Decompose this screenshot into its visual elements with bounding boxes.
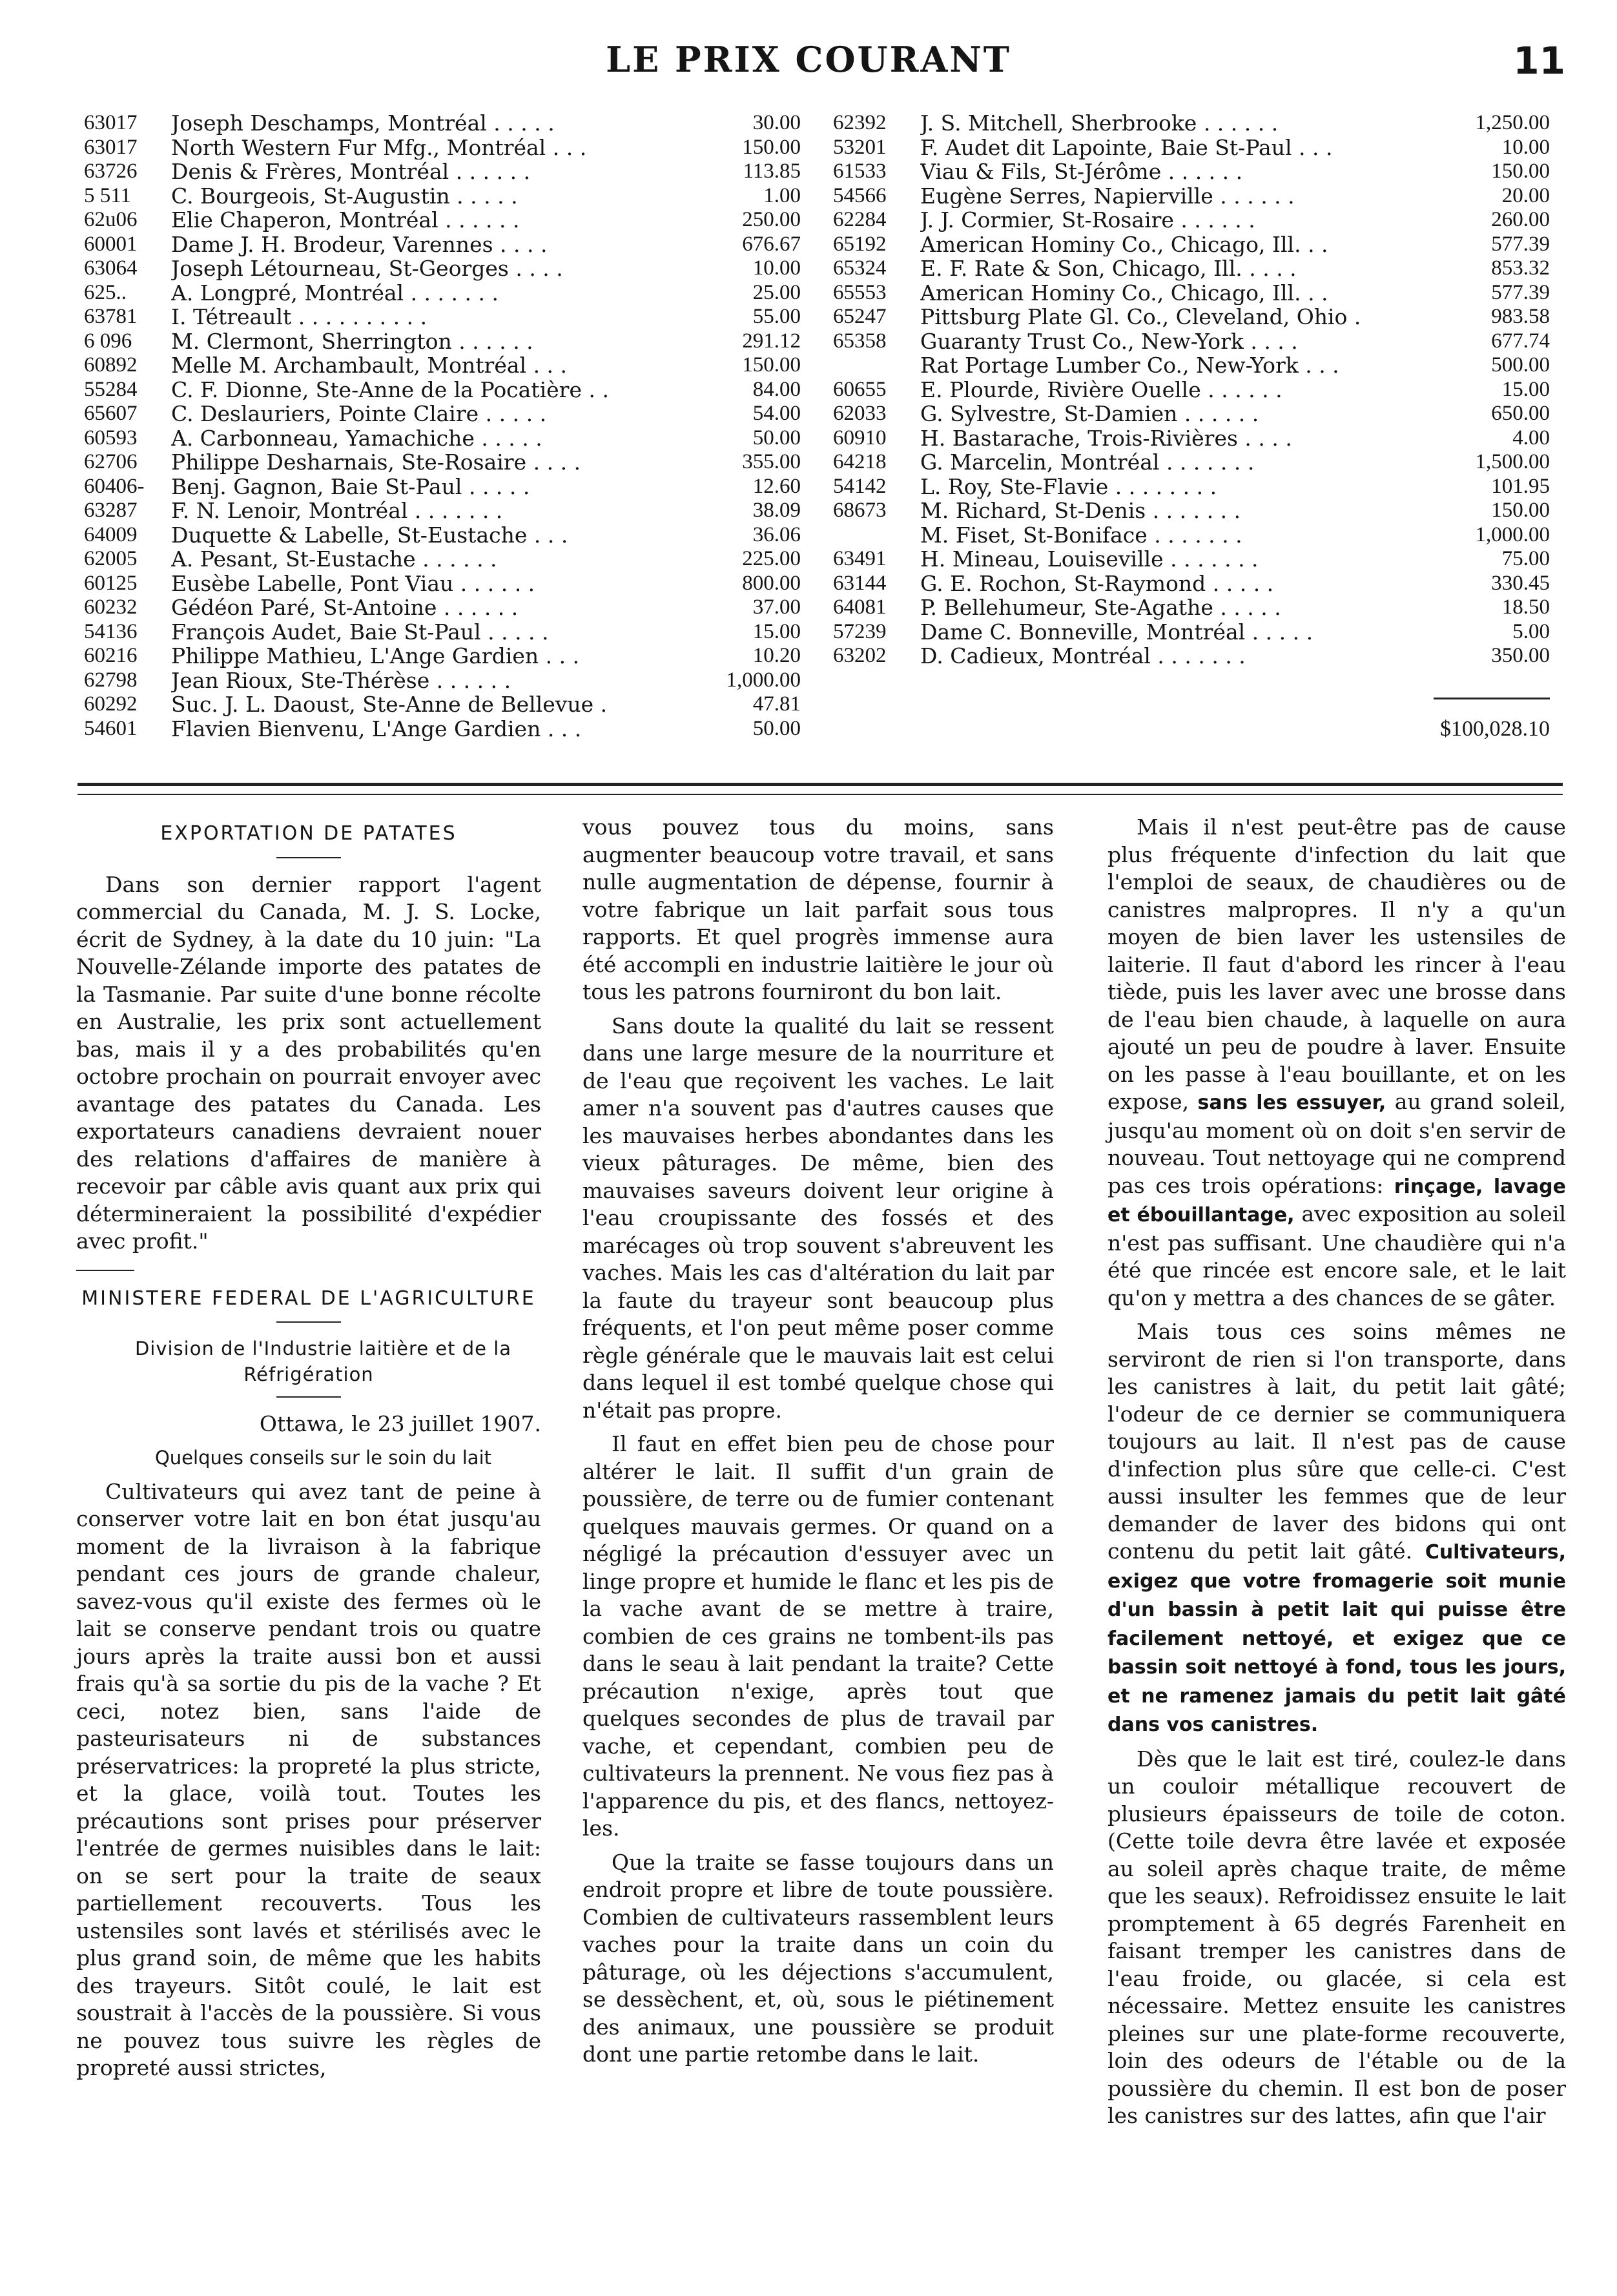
ledger-amount: 291.12: [742, 329, 801, 353]
article-rule: [76, 1270, 134, 1271]
ledger-number: 63144: [833, 571, 887, 595]
ledger-name: Eugène Serres, Napierville . . . . . .: [920, 183, 1295, 208]
ledger-name: Benj. Gagnon, Baie St-Paul . . . . .: [171, 474, 530, 499]
ledger-name: D. Cadieux, Montréal . . . . . . .: [920, 644, 1246, 668]
ledger-number: 62798: [84, 668, 138, 692]
ledger-row: [84, 233, 801, 257]
ledger-amount: 30.00: [752, 111, 801, 134]
ledger-number: 60216: [84, 644, 138, 667]
ledger-amount: 1,000.00: [1475, 522, 1550, 546]
ledger-name: G. Sylvestre, St-Damien . . . . . .: [920, 402, 1259, 426]
paragraph: Dès que le lait est tiré, coulez-le dans un couloir métallique recouvert de plusieurs épaisseurs de toile de coton. (Cette toile devra être lavée et exposée au soleil après chaque traite, de même que les seaux). Refroidissez ensuite le lait promptement à 65 degrés Farenheit en faisant tremper les canistres dans de l'eau froide, ou glacée, si cela est nécessaire. Mettez ensuite les canistres pleines sur une plate-forme recouverte, loin des odeurs de l'étable ou de la poussière du chemin. Il est bon de poser les canistres sur des lattes, afin que l'air: [1107, 1746, 1566, 2128]
paragraph: [1107, 1318, 1566, 1739]
text-run: au grand soleil, jusqu'au moment où on doit s'en servir de nouveau. Tout nettoyage qui ne comprend pas ces trois opérations:: [1107, 1089, 1566, 1198]
ledger-number: 61533: [833, 160, 887, 183]
ledger-number: 53201: [833, 135, 887, 159]
ledger-name: J. J. Cormier, St-Rosaire . . . . . .: [920, 208, 1255, 233]
ledger-left: [84, 111, 801, 741]
ledger-number: 54601: [84, 716, 138, 740]
ledger-right: [833, 111, 1550, 668]
ledger-name: G. E. Rochon, St-Raymond . . . . .: [920, 571, 1274, 595]
ledger-name: Dame J. H. Brodeur, Varennes . . . .: [171, 232, 548, 256]
ledger-name: Eusèbe Labelle, Pont Viau . . . . . .: [171, 571, 535, 595]
text-run: Mais tous ces soins mêmes ne serviront de rien si l'on transporte, dans les canistres à lait, du petit lait gâté; l'odeur de ce dernier se communiquera toujours au lait. Il n'est pas de cause d'infection plus sûre que celle-ci. C'est aussi insulter les femmes que de leur demander de laver des bidons qui ont contenu du petit lait gâté.: [1107, 1319, 1566, 1564]
ledger-name: Denis & Frères, Montréal . . . . . .: [171, 160, 531, 184]
ledger-number: 62284: [833, 208, 887, 231]
ledger-name: C. Bourgeois, St-Augustin . . . . .: [171, 183, 518, 208]
ledger-amount: 150.00: [742, 353, 801, 377]
page-header: [0, 39, 1617, 84]
ledger-amount: 676.67: [742, 232, 801, 256]
ledger-name: H. Mineau, Louiseville . . . . . . .: [920, 547, 1259, 572]
ledger-name: A. Pesant, St-Eustache . . . . . .: [171, 547, 497, 572]
ledger-amount: 677.74: [1491, 329, 1550, 353]
ledger-amount: 101.95: [1491, 474, 1550, 498]
ledger-row: [833, 136, 1550, 160]
ledger-amount: 225.00: [742, 547, 801, 570]
ledger-name: Joseph Deschamps, Montréal . . . . .: [171, 111, 555, 136]
ledger-name: E. F. Rate & Son, Chicago, Ill. . . . .: [920, 256, 1297, 281]
ledger-row: [84, 620, 801, 645]
page-title: LE PRIX COURANT: [606, 39, 1011, 80]
ledger-number: 55284: [84, 377, 138, 401]
ledger-amount: 54.00: [752, 402, 801, 425]
ledger-amount: 1,250.00: [1475, 111, 1550, 134]
ledger-name: E. Plourde, Rivière Ouelle . . . . . .: [920, 377, 1282, 402]
ledger-amount: 1,500.00: [1475, 450, 1550, 473]
ledger-number: 60655: [833, 377, 887, 401]
ledger-row: [84, 111, 801, 136]
ledger-row: [84, 184, 801, 209]
title-rule: [276, 1321, 341, 1323]
ledger-row: [833, 208, 1550, 233]
ledger-name: F. N. Lenoir, Montréal . . . . . . .: [171, 499, 503, 523]
ledger-amount: 4.00: [1512, 426, 1550, 450]
column-2: [582, 814, 1054, 2069]
ledger-row: [833, 281, 1550, 305]
ledger-number: 64009: [84, 522, 138, 546]
ministry-title: MINISTERE FEDERAL DE L'AGRICULTURE: [81, 1287, 536, 1310]
ledger-name: Rat Portage Lumber Co., New-York . . .: [920, 353, 1339, 378]
ledger-number: 63287: [84, 499, 138, 522]
ledger-number: 68673: [833, 499, 887, 522]
ledger-number: 60001: [84, 232, 138, 256]
text-run: avec exposition au soleil n'est pas suffisant. Une chaudière qui n'a été que rincée est encore sale, et le lait qu'on y mettra a des chances de se gâter.: [1107, 1201, 1566, 1310]
ledger-name: M. Clermont, Sherrington . . . . . .: [171, 329, 533, 353]
ledger-number: 60232: [84, 595, 138, 619]
ledger-row: [833, 547, 1550, 572]
dateline: Ottawa, le 23 juillet 1907.: [259, 1411, 541, 1436]
ledger-row: [84, 136, 801, 160]
ledger-row: [833, 475, 1550, 499]
ledger-name: Melle M. Archambault, Montréal . . .: [171, 353, 568, 378]
ledger-row: [833, 499, 1550, 523]
ledger-number: 5 511: [84, 183, 132, 207]
page-number: 11: [1513, 39, 1565, 83]
ledger-amount: 150.00: [742, 135, 801, 159]
ledger-amount: 800.00: [742, 571, 801, 595]
column-1: [76, 814, 541, 2082]
ledger-name: Flavien Bienvenu, L'Ange Gardien . . .: [171, 716, 582, 741]
ledger-name: I. Tétreault . . . . . . . . . .: [171, 305, 427, 329]
ledger-amount: 650.00: [1491, 402, 1550, 425]
ledger-name: Jean Rioux, Ste-Thérèse . . . . . .: [171, 668, 511, 692]
ledger-amount: 25.00: [752, 280, 801, 304]
ledger-row: [833, 595, 1550, 620]
ledger-amount: 260.00: [1491, 208, 1550, 231]
ledger-name: Pittsburg Plate Gl. Co., Cleveland, Ohio .: [920, 305, 1361, 329]
ledger-name: P. Bellehumeur, Ste-Agathe . . . . .: [920, 595, 1281, 620]
export-text: Dans son dernier rapport l'agent commercial du Canada, M. J. S. Locke, écrit de Sydney, à la date du 10 juin: "La Nouvelle-Zélande importe des patates de la Tasmanie. Par suite d'une bonne récolte en Australie, les prix sont actuellement bas, mais il y a des probabilités qu'en octobre prochain on pourrait envoyer avec avantage des patates du Canada. Les exportateurs canadiens devraient nouer des relations d'affaires de manière à recevoir par câble avis quant aux prix qui détermineraient la possibilité d'expédier avec profit.": [76, 871, 541, 1254]
ledger-amount: 75.00: [1501, 547, 1550, 570]
emphasis: sans les essuyer,: [1197, 1091, 1386, 1114]
ledger-amount: 1,000.00: [726, 668, 801, 692]
ledger-amount: 577.39: [1491, 280, 1550, 304]
ledger-number: 65358: [833, 329, 887, 353]
ledger-name: A. Longpré, Montréal . . . . . . .: [171, 280, 499, 305]
ledger-amount: 10.00: [752, 256, 801, 280]
ledger-name: Duquette & Labelle, St-Eustache . . .: [171, 522, 568, 547]
ledger-name: Suc. J. L. Daoust, Ste-Anne de Bellevue .: [171, 692, 608, 717]
ledger-name: Viau & Fils, St-Jérôme . . . . . .: [920, 160, 1243, 184]
ledger-number: 6 096: [84, 329, 132, 353]
ledger-number: 60125: [84, 571, 138, 595]
ledger-row: [833, 111, 1550, 136]
ledger-row: [84, 692, 801, 717]
text-run: Mais il n'est peut-être pas de cause plus fréquente d'infection du lait que l'emploi de seaux, de chaudières ou de canistres malpropres. Il n'y a qu'un moyen de bien laver les ustensiles de laiterie. Il faut d'abord les rincer à l'eau tiède, puis les laver avec une brosse dans de l'eau bien chaude, à laquelle on aura ajouté un peu de poudre à laver. Ensuite on les passe à l'eau bouillante, et on les expose,: [1107, 814, 1566, 1114]
ledger-number: 65247: [833, 305, 887, 328]
ledger-amount: 50.00: [752, 716, 801, 740]
ledger-name: American Hominy Co., Chicago, Ill. . .: [920, 232, 1328, 256]
ledger-name: G. Marcelin, Montréal . . . . . . .: [920, 450, 1255, 475]
ledger-number: 63491: [833, 547, 887, 570]
ledger-name: L. Roy, Ste-Flavie . . . . . . . .: [920, 474, 1217, 499]
ledger-row: [833, 620, 1550, 645]
paragraph: Sans doute la qualité du lait se ressent dans une large mesure de la nourriture et de l'eau que reçoivent les vaches. Le lait amer n'a souvent pas d'autres causes que les mauvaises herbes abondantes dans les vieux pâturages. De même, bien des mauvaises saveurs doivent leur origine à l'eau croupissante des fossés et des marécages où trop souvent s'abreuvent les vaches. Mais les cas d'altération du lait par la faute du trayeur sont beaucoup plus fréquents, et l'on peut même poser comme règle générale que le mauvais lait est celui dans lequel il est tombé quelque chose qui n'était pas propre.: [582, 1013, 1054, 1423]
ledger-number: 62392: [833, 111, 887, 134]
ledger-name: H. Bastarache, Trois-Rivières . . . .: [920, 426, 1292, 450]
ledger-amount: 12.60: [752, 474, 801, 498]
ledger-row: [84, 281, 801, 305]
ledger-row: [833, 572, 1550, 596]
ledger-amount: 20.00: [1501, 183, 1550, 207]
ledger-name: Philippe Desharnais, Ste-Rosaire . . . .: [171, 450, 581, 475]
ledger-row: [84, 595, 801, 620]
ledger-number: 62005: [84, 547, 138, 570]
ledger-amount: 983.58: [1491, 305, 1550, 328]
ledger-row: [84, 353, 801, 378]
ledger-amount: 150.00: [1491, 499, 1550, 522]
ledger-row: [84, 644, 801, 668]
ledger-row: [833, 450, 1550, 475]
ledger-row: [84, 499, 801, 523]
ledger-row: [833, 256, 1550, 281]
ledger-row: [84, 450, 801, 475]
ledger-row: [84, 426, 801, 451]
ledger-number: 57239: [833, 619, 887, 643]
title-rule: [276, 1396, 341, 1398]
ledger-row: [84, 572, 801, 596]
ledger-name: François Audet, Baie St-Paul . . . . .: [171, 619, 549, 644]
ledger-amount: 5.00: [1512, 619, 1550, 643]
ledger-amount: 38.09: [752, 499, 801, 522]
ledger-number: 65607: [84, 402, 138, 425]
ledger-amount: 853.32: [1491, 256, 1550, 280]
ledger-amount: 355.00: [742, 450, 801, 473]
ledger-row: [84, 160, 801, 184]
ledger-name: Guaranty Trust Co., New-York . . . .: [920, 329, 1298, 353]
ledger-number: 63202: [833, 644, 887, 667]
ledger-number: 54142: [833, 474, 887, 498]
ledger-number: 54136: [84, 619, 138, 643]
ledger-amount: 47.81: [752, 692, 801, 716]
ledger-number: 63017: [84, 111, 138, 134]
ledger-number: 65324: [833, 256, 887, 280]
ledger-name: A. Carbonneau, Yamachiche . . . . .: [171, 426, 542, 450]
ledger-name: J. S. Mitchell, Sherbrooke . . . . . .: [920, 111, 1279, 136]
ledger-row: [833, 329, 1550, 354]
ledger-row: [833, 160, 1550, 184]
section-divider: [77, 783, 1563, 795]
ledger-name: M. Fiset, St-Boniface . . . . . . .: [920, 522, 1242, 547]
ledger-name: Dame C. Bonneville, Montréal . . . . .: [920, 619, 1313, 644]
ledger-name: F. Audet dit Lapointe, Baie St-Paul . . .: [920, 135, 1333, 160]
ledger-row: [833, 305, 1550, 329]
ledger-number: 62u06: [84, 208, 138, 231]
ledger-amount: 150.00: [1491, 160, 1550, 183]
conseils-text: Cultivateurs qui avez tant de peine à conserver votre lait en bon état jusqu'au moment de la livraison à la fabrique pendant ces jours de grande chaleur, savez-vous qu'il existe des fermes où le lait se conserve pendant trois ou quatre jours après la traite aussi bon et aussi frais qu'à sa sortie du pis de la vache ? Et ceci, notez bien, sans l'aide de pasteurisateurs ni de substances préservatrices: la propreté la plus stricte, et la glace, voilà tout. Toutes les précautions sont prises pour préserver l'entrée de germes nuisibles dans le lait: on se sert pour la traite de seaux partiellement recouverts. Tous les ustensiles sont lavés et stérilisés avec le plus grand soin, de même que les habits des trayeurs. Sitôt coulé, le lait est soustrait à l'accès de la poussière. Si vous ne pouvez tous suivre les règles de propreté aussi strictes,: [76, 1478, 541, 2080]
division-subtitle: Division de l'Industrie laitière et de la Réfrigération: [134, 1337, 512, 1385]
ledger-row: [84, 329, 801, 354]
ledger-number: 65553: [833, 280, 887, 304]
ledger-row: [833, 233, 1550, 257]
ledger-row: [84, 256, 801, 281]
paragraph: Que la traite se fasse toujours dans un endroit propre et libre de toute poussière. Combien de cultivateurs rassemblent leurs vaches pour la traite dans un coin du pâturage, où les déjections s'accumulent, se dessèchent, et, où, sous le piétinement des animaux, une poussière se produit dont une partie retombe dans le lait.: [582, 1849, 1054, 2067]
ledger-number: 64081: [833, 595, 887, 619]
ledger-number: 60910: [833, 426, 887, 450]
ledger-number: 625..: [84, 280, 127, 304]
ledger-number: 60892: [84, 353, 138, 377]
paragraph: Il faut en effet bien peu de chose pour altérer le lait. Il suffit d'un grain de poussière, de terre ou de fumier contenant quelques mauvais germes. Or quand on a négligé la précaution d'essuyer avec un linge propre et humide le flanc et les pis de la vache avant de se mettre à traire, combien de ces grains ne tombent-ils pas dans le seau à lait pendant la traite? Cette précaution n'exige, après tout que quelques secondes de plus de travail par vache, et cependant, combien peu de cultivateurs la prennent. Ne vous fiez pas à l'apparence du pis, et des flancs, nettoyez-les.: [582, 1431, 1054, 1841]
ledger-row: [833, 378, 1550, 402]
ledger-amount: 37.00: [752, 595, 801, 619]
ledger-row: [84, 523, 801, 548]
ledger-name: North Western Fur Mfg., Montréal . . .: [171, 135, 587, 160]
ledger-amount: 15.00: [1501, 377, 1550, 401]
ledger-row: [84, 475, 801, 499]
ledger-amount: 10.20: [752, 644, 801, 667]
ledger-amount: 50.00: [752, 426, 801, 450]
ledger-amount: 15.00: [752, 619, 801, 643]
ledger-row: [833, 353, 1550, 378]
column-3: [1107, 814, 1566, 2130]
ledger-row: [84, 547, 801, 572]
ledger-row: [84, 378, 801, 402]
ledger-row: [84, 668, 801, 693]
ledger-amount: 55.00: [752, 305, 801, 328]
emphasis: rinçage, lavage et ébouillantage,: [1107, 1175, 1566, 1226]
ledger-number: 60406-: [84, 474, 145, 498]
ledger-row: [833, 644, 1550, 668]
export-title: EXPORTATION DE PATATES: [160, 822, 457, 845]
ledger-number: 60292: [84, 692, 138, 716]
ledger-name: Joseph Létourneau, St-Georges . . . .: [171, 256, 563, 281]
ledger-number: 54566: [833, 183, 887, 207]
ledger-number: 62706: [84, 450, 138, 473]
ledger-amount: 330.45: [1491, 571, 1550, 595]
ledger-total: $100,028.10: [1440, 717, 1550, 741]
ledger-amount: 1.00: [763, 183, 801, 207]
ledger-name: American Hominy Co., Chicago, Ill. . .: [920, 280, 1328, 305]
ledger-number: 63726: [84, 160, 138, 183]
ledger-name: C. F. Dionne, Ste-Anne de la Pocatière . .: [171, 377, 609, 402]
ledger-name: Elie Chaperon, Montréal . . . . . .: [171, 208, 520, 233]
ledger-row: [84, 717, 801, 741]
emphasis: Cultivateurs, exigez que votre fromagerie soit munie d'un bassin à petit lait qui puisse être facilement nettoyé, et exigez que ce bassin soit nettoyé à fond, tous les jours, et ne ramenez jamais du petit lait gâté dans vos canistres.: [1107, 1541, 1566, 1736]
ledger-amount: 84.00: [752, 377, 801, 401]
paragraph: vous pouvez tous du moins, sans augmenter beaucoup votre travail, et sans nulle augmentation de dépense, fournir à votre fabrique un lait parfait sous tous rapports. Et quel progrès immense aura été accompli en industrie laitière le jour où tous les patrons fourniront du bon lait.: [582, 814, 1054, 1004]
ledger-amount: 10.00: [1501, 135, 1550, 159]
ledger-number: 62033: [833, 402, 887, 425]
ledger-amount: 18.50: [1501, 595, 1550, 619]
title-rule: [276, 857, 341, 858]
ledger-number: 63017: [84, 135, 138, 159]
ledger-name: Gédéon Paré, St-Antoine . . . . . .: [171, 595, 519, 620]
ledger-number: 63064: [84, 256, 138, 280]
ledger-amount: 577.39: [1491, 232, 1550, 256]
ledger-row: [833, 523, 1550, 548]
ledger-number: 64218: [833, 450, 887, 473]
total-rule: [1434, 698, 1550, 699]
ledger-amount: 250.00: [742, 208, 801, 231]
ledger-row: [833, 426, 1550, 451]
ledger-name: Philippe Mathieu, L'Ange Gardien . . .: [171, 644, 580, 668]
paragraph: [1107, 814, 1566, 1312]
ledger-row: [84, 305, 801, 329]
ledger-amount: 36.06: [752, 522, 801, 546]
ledger-number: 60593: [84, 426, 138, 450]
ledger-amount: 113.85: [743, 160, 801, 183]
ledger-name: C. Deslauriers, Pointe Claire . . . . .: [171, 402, 547, 426]
ledger-amount: 500.00: [1491, 353, 1550, 377]
ledger-row: [84, 402, 801, 426]
conseils-title: Quelques conseils sur le soin du lait: [154, 1447, 492, 1469]
ledger-amount: 350.00: [1491, 644, 1550, 667]
ledger-name: M. Richard, St-Denis . . . . . . .: [920, 499, 1241, 523]
ledger-row: [833, 184, 1550, 209]
ledger-number: 63781: [84, 305, 138, 328]
ledger-number: 65192: [833, 232, 887, 256]
ledger-row: [84, 208, 801, 233]
ledger-row: [833, 402, 1550, 426]
